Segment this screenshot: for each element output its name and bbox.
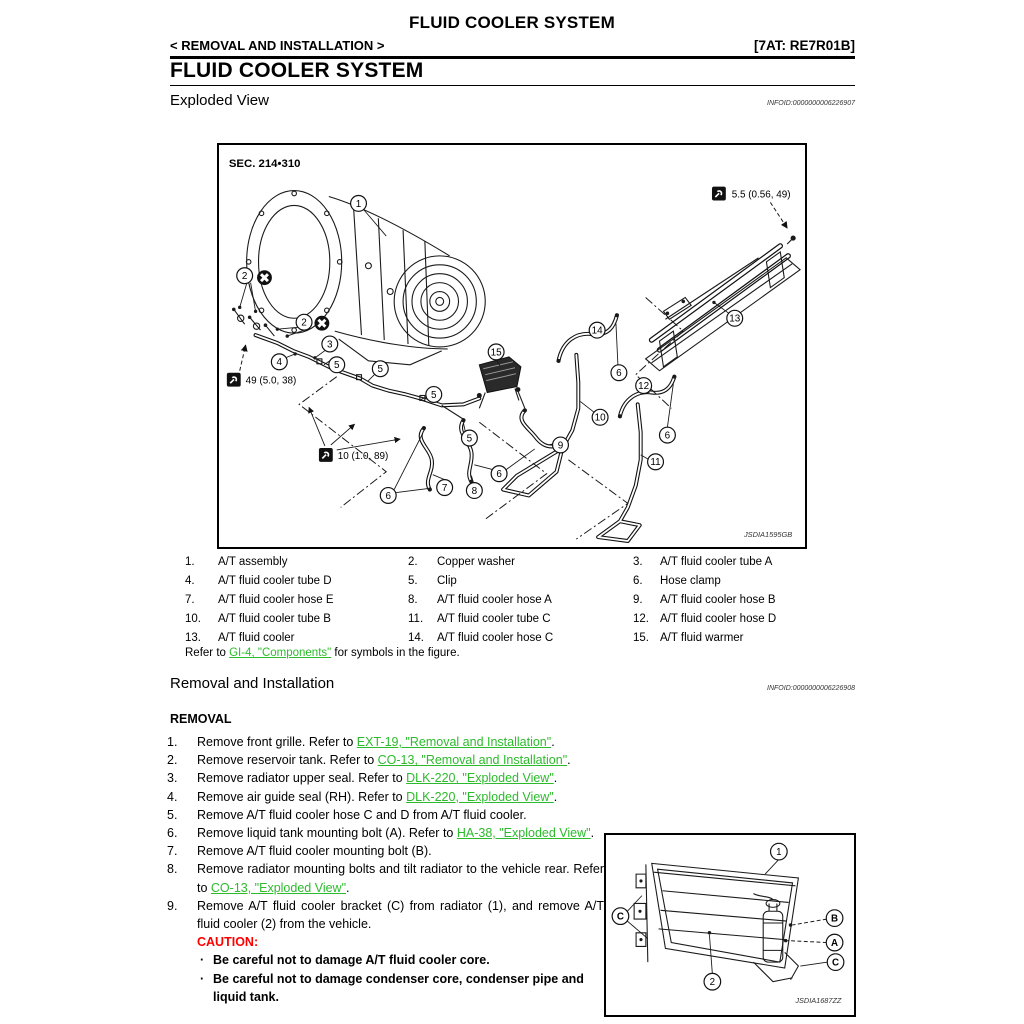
section-title: FLUID COOLER SYSTEM bbox=[170, 59, 424, 82]
removal-step bbox=[167, 769, 604, 787]
torque-value: 5.5 (0.56, 49) bbox=[731, 189, 791, 201]
svg-text:2: 2 bbox=[241, 271, 248, 283]
non-reusable-x-icon bbox=[314, 316, 329, 331]
torque-wrench-icon bbox=[227, 373, 241, 387]
figure-id-label: JSDIA1687ZZ bbox=[795, 996, 842, 1006]
reference-link[interactable]: DLK-220, "Exploded View" bbox=[406, 789, 554, 804]
removal-step bbox=[167, 733, 604, 751]
callout-5 bbox=[426, 387, 442, 403]
callout-5 bbox=[329, 357, 345, 373]
svg-text:11: 11 bbox=[650, 457, 661, 469]
svg-text:5: 5 bbox=[377, 364, 384, 376]
svg-text:1: 1 bbox=[776, 846, 782, 858]
removal-step bbox=[167, 842, 604, 860]
part-name: A/T fluid cooler hose D bbox=[660, 613, 777, 625]
svg-text:5: 5 bbox=[333, 360, 340, 372]
removal-step bbox=[167, 860, 604, 896]
callout-14 bbox=[589, 322, 605, 338]
part-number: 3. bbox=[633, 556, 643, 568]
svg-text:A: A bbox=[831, 937, 839, 949]
non-reusable-x-icon bbox=[257, 270, 272, 285]
transmission-assembly-drawing bbox=[246, 191, 485, 365]
callout-12 bbox=[636, 378, 652, 394]
callout-C bbox=[827, 954, 844, 971]
step-text: Remove radiator upper seal. Refer to DLK-220, "Exploded View". bbox=[197, 771, 558, 786]
part-name: Clip bbox=[437, 575, 457, 587]
step-number: 4. bbox=[167, 789, 178, 804]
cooler-location-figure bbox=[606, 835, 850, 1011]
step-text: Remove radiator mounting bolts and tilt radiator to the vehicle rear. Refer to CO-13, "Exploded View". bbox=[197, 862, 604, 895]
section-title-rule bbox=[170, 85, 855, 86]
part-name: A/T fluid cooler hose A bbox=[437, 594, 552, 606]
part-number: 7. bbox=[185, 594, 195, 606]
part-name: A/T fluid warmer bbox=[660, 632, 744, 644]
svg-text:4: 4 bbox=[276, 357, 283, 369]
part-name: A/T fluid cooler hose B bbox=[660, 594, 776, 606]
part-number: 5. bbox=[408, 575, 418, 587]
svg-text:5: 5 bbox=[431, 389, 437, 401]
step-number: 8. bbox=[167, 862, 178, 877]
step-number: 2. bbox=[167, 753, 178, 768]
callout-6 bbox=[491, 466, 507, 482]
svg-text:9: 9 bbox=[557, 440, 564, 452]
svg-text:6: 6 bbox=[496, 469, 502, 481]
removal-step bbox=[167, 806, 604, 824]
callout-9 bbox=[553, 437, 569, 453]
callout-6 bbox=[380, 488, 396, 504]
caution-bullet bbox=[200, 970, 604, 1006]
removal-installation-heading: Removal and Installation bbox=[170, 675, 335, 692]
infoid-label: INFOID:0000000006226907 bbox=[767, 100, 855, 107]
part-name: A/T fluid cooler tube D bbox=[218, 575, 332, 587]
step-text: Remove air guide seal (RH). Refer to DLK-220, "Exploded View". bbox=[197, 789, 558, 804]
torque-wrench-icon bbox=[712, 187, 726, 201]
svg-text:7: 7 bbox=[441, 482, 448, 494]
part-number: 4. bbox=[185, 575, 195, 587]
step-number: 9. bbox=[167, 898, 178, 913]
part-number: 15. bbox=[633, 632, 649, 644]
radiator-drawing bbox=[634, 863, 798, 981]
removal-step bbox=[167, 788, 604, 806]
part-name: A/T fluid cooler tube B bbox=[218, 613, 331, 625]
callout-3 bbox=[322, 336, 338, 352]
step-text: Remove A/T fluid cooler hose C and D from A/T fluid cooler. bbox=[197, 807, 527, 822]
svg-text:8: 8 bbox=[471, 485, 478, 497]
torque-wrench-icon bbox=[319, 448, 333, 462]
part-name: A/T fluid cooler tube A bbox=[660, 556, 773, 568]
cooler-location-figure-frame bbox=[604, 833, 856, 1017]
svg-text:5: 5 bbox=[466, 433, 473, 445]
step-text: Remove A/T fluid cooler bracket (C) from radiator (1), and remove A/T fluid cooler (2) from the vehicle. bbox=[197, 898, 604, 932]
callout-4 bbox=[271, 354, 287, 370]
step-number: 5. bbox=[167, 807, 178, 822]
part-number: 9. bbox=[633, 594, 643, 606]
part-number: 14. bbox=[408, 632, 424, 644]
removal-subheading: REMOVAL bbox=[170, 712, 232, 726]
caution-text: Be careful not to damage A/T fluid cooler core. bbox=[213, 953, 490, 968]
bullet-icon: · bbox=[200, 953, 205, 968]
callout-7 bbox=[437, 480, 453, 496]
part-number: 11. bbox=[408, 613, 424, 625]
reference-link[interactable]: CO-13, "Removal and Installation" bbox=[377, 753, 568, 768]
step-text: Remove reservoir tank. Refer to CO-13, "Removal and Installation". bbox=[197, 753, 571, 768]
svg-text:1: 1 bbox=[355, 198, 362, 210]
exploded-view-figure bbox=[219, 145, 801, 543]
callout-15 bbox=[488, 344, 504, 360]
part-name: A/T fluid cooler tube C bbox=[437, 613, 551, 625]
callout-B bbox=[826, 910, 843, 927]
svg-text:B: B bbox=[831, 913, 839, 925]
page-header-title: FLUID COOLER SYSTEM bbox=[409, 13, 615, 32]
exploded-view-heading: Exploded View bbox=[170, 92, 269, 109]
svg-text:6: 6 bbox=[664, 430, 671, 442]
callout-2 bbox=[704, 973, 721, 990]
reference-link[interactable]: HA-38, "Exploded View" bbox=[456, 826, 591, 841]
step-number: 6. bbox=[167, 826, 178, 841]
svg-text:13: 13 bbox=[729, 313, 741, 325]
part-number: 13. bbox=[185, 632, 201, 644]
callout-11 bbox=[648, 454, 664, 470]
part-number: 2. bbox=[408, 556, 418, 568]
exploded-view-figure-frame bbox=[217, 143, 807, 549]
svg-text:14: 14 bbox=[591, 325, 603, 337]
part-number: 10. bbox=[185, 613, 201, 625]
part-number: 6. bbox=[633, 575, 643, 587]
callout-2 bbox=[296, 314, 312, 330]
step-number: 1. bbox=[167, 735, 178, 749]
svg-text:12: 12 bbox=[638, 380, 650, 392]
svg-text:2: 2 bbox=[709, 976, 716, 988]
callout-A bbox=[826, 934, 843, 951]
svg-text:2: 2 bbox=[301, 317, 307, 329]
callout-1 bbox=[351, 195, 367, 211]
step-number: 3. bbox=[167, 771, 178, 786]
svg-text:15: 15 bbox=[490, 347, 502, 359]
section-code-label: SEC. 214•310 bbox=[228, 157, 301, 170]
callout-C bbox=[612, 908, 629, 925]
step-text: Remove A/T fluid cooler mounting bolt (B). bbox=[197, 844, 432, 859]
svg-text:C: C bbox=[616, 911, 624, 923]
part-name: Copper washer bbox=[437, 556, 515, 568]
transmission-code: [7AT: RE7R01B] bbox=[753, 38, 855, 53]
symbols-note bbox=[185, 647, 460, 659]
svg-text:6: 6 bbox=[385, 490, 391, 502]
subheader-section: < REMOVAL AND INSTALLATION > bbox=[170, 38, 385, 53]
page-subheader bbox=[170, 38, 855, 53]
part-number: 1. bbox=[185, 556, 195, 568]
note-suffix: for symbols in the figure. bbox=[331, 647, 460, 659]
parts-list bbox=[185, 553, 825, 648]
callout-5 bbox=[372, 361, 388, 377]
fluid-cooler-drawing bbox=[646, 235, 800, 370]
caution-label: CAUTION: bbox=[197, 935, 259, 950]
callout-13 bbox=[727, 310, 743, 326]
torque-value: 10 (1.0, 89) bbox=[337, 450, 389, 462]
removal-step bbox=[167, 751, 604, 769]
part-name: A/T fluid cooler hose C bbox=[437, 632, 554, 644]
callout-10 bbox=[592, 409, 608, 425]
cooler-tubes-hoses-drawing bbox=[256, 313, 677, 541]
svg-text:10: 10 bbox=[594, 412, 606, 424]
step-text: Remove liquid tank mounting bolt (A). Refer to HA-38, "Exploded View". bbox=[197, 826, 595, 841]
callout-leaders bbox=[240, 209, 729, 492]
removal-step bbox=[167, 897, 604, 933]
caution-bullet bbox=[200, 951, 604, 969]
step-text: Remove front grille. Refer to EXT-19, "Removal and Installation". bbox=[197, 735, 555, 749]
reference-link[interactable]: CO-13, "Exploded View" bbox=[210, 880, 347, 895]
figure-id-label: JSDIA1595GB bbox=[743, 530, 793, 540]
step-number: 7. bbox=[167, 844, 178, 859]
part-name: A/T fluid cooler hose E bbox=[218, 594, 334, 606]
infoid-label: INFOID:0000000006226908 bbox=[767, 685, 855, 692]
removal-step bbox=[167, 824, 604, 842]
reference-link[interactable]: EXT-19, "Removal and Installation" bbox=[356, 735, 552, 749]
body-reference-lines bbox=[299, 297, 683, 539]
callout-1 bbox=[771, 843, 788, 860]
callout-8 bbox=[466, 483, 482, 499]
reference-link[interactable]: DLK-220, "Exploded View" bbox=[406, 771, 554, 786]
part-number: 8. bbox=[408, 594, 418, 606]
part-name: A/T fluid cooler bbox=[218, 632, 295, 644]
callout-6 bbox=[659, 427, 675, 443]
torque-value: 49 (5.0, 38) bbox=[245, 375, 297, 387]
svg-text:3: 3 bbox=[327, 339, 333, 351]
callout-6 bbox=[611, 365, 627, 381]
bullet-icon: · bbox=[200, 971, 205, 986]
part-name: Hose clamp bbox=[660, 575, 721, 587]
svg-text:C: C bbox=[832, 957, 840, 969]
removal-steps-list bbox=[167, 733, 604, 1006]
reference-link[interactable]: GI-4, "Components" bbox=[229, 647, 332, 659]
caution-text: Be careful not to damage condenser core, condenser pipe and liquid tank. bbox=[213, 971, 584, 1004]
svg-text:6: 6 bbox=[616, 368, 622, 380]
part-name: A/T assembly bbox=[218, 556, 288, 568]
callout-2 bbox=[237, 268, 253, 284]
part-number: 12. bbox=[633, 613, 649, 625]
note-prefix: Refer to bbox=[185, 647, 230, 659]
callout-5 bbox=[461, 430, 477, 446]
